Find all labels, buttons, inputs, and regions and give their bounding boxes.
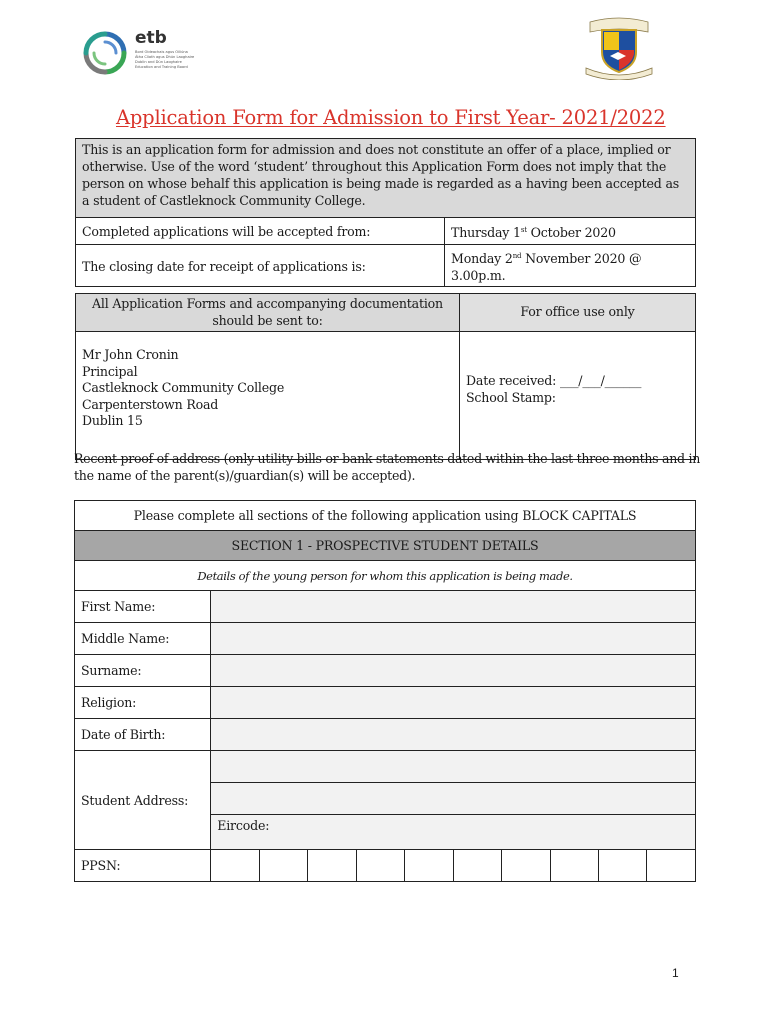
closing-date-label: The closing date for receipt of applications is:	[76, 245, 445, 287]
surname-label: Surname:	[75, 655, 211, 687]
ppsn-box[interactable]	[453, 850, 501, 882]
religion-field[interactable]	[211, 687, 696, 719]
date-of-birth-field[interactable]	[211, 719, 696, 751]
office-use-box	[460, 332, 696, 460]
etb-subtitle: Bord Oideachais agus Oiliúna Átha Cliath agus Dhún Laoghaire Dublin and Dún Laoghaire Education and Training Board	[135, 50, 195, 69]
religion-label: Religion:	[75, 687, 211, 719]
details-note: Details of the young person for whom this application is being made.	[75, 561, 696, 591]
accepted-from-label: Completed applications will be accepted from:	[76, 218, 445, 245]
ppsn-box[interactable]	[550, 850, 598, 882]
ppsn-box[interactable]	[259, 850, 307, 882]
ppsn-box[interactable]	[405, 850, 453, 882]
school-crest-icon	[582, 16, 656, 80]
school-stamp-label: School Stamp:	[466, 389, 556, 405]
eircode-label: Eircode:	[217, 818, 270, 833]
ppsn-box[interactable]	[356, 850, 404, 882]
date-of-birth-label: Date of Birth:	[75, 719, 211, 751]
postal-address: Mr John Cronin Principal Castleknock Community College Carpenterstown Road Dublin 15	[76, 332, 460, 460]
notice-table	[75, 138, 696, 287]
first-name-label: First Name:	[75, 591, 211, 623]
closing-date-value: Monday 2nd November 2020 @ 3.00p.m.	[445, 245, 696, 287]
student-address-label: Student Address:	[75, 751, 211, 850]
office-use-header: For office use only	[460, 294, 696, 332]
first-name-field[interactable]	[211, 591, 696, 623]
middle-name-label: Middle Name:	[75, 623, 211, 655]
address-line-2-field[interactable]	[211, 783, 696, 815]
page-title: Application Form for Admission to First Year- 2021/2022	[116, 106, 666, 129]
date-received-label: Date received: ___/___/______	[466, 373, 642, 388]
block-capitals-instruction: Please complete all sections of the following application using BLOCK CAPITALS	[75, 501, 696, 531]
admission-notice: This is an application form for admission and does not constitute an offer of a place, implied or otherwise. Use of the word ‘student’ throughout this Application Form does not imply that the person on whose behalf this application is being made is regarded as a having been accepted as a student of Castleknock Community College.	[76, 139, 696, 218]
ppsn-box[interactable]	[211, 850, 259, 882]
ppsn-box[interactable]	[647, 850, 696, 882]
section-1-header: SECTION 1 - PROSPECTIVE STUDENT DETAILS	[75, 531, 696, 561]
student-details-form	[74, 500, 696, 882]
proof-of-address-note: Recent proof of address (only utility bills or bank statements dated within the last three months and in the name of the parent(s)/guardian(s) will be accepted).	[74, 451, 701, 483]
middle-name-field[interactable]	[211, 623, 696, 655]
surname-field[interactable]	[211, 655, 696, 687]
ppsn-box[interactable]	[308, 850, 356, 882]
address-line-1-field[interactable]	[211, 751, 696, 783]
send-to-table	[75, 293, 696, 460]
etb-wordmark: etb	[135, 28, 167, 48]
etb-logo	[80, 28, 220, 80]
eircode-field[interactable]	[211, 815, 696, 850]
page-number: 1	[672, 966, 679, 980]
etb-swirl-icon	[80, 28, 130, 78]
ppsn-box[interactable]	[502, 850, 550, 882]
accepted-from-value: Thursday 1st October 2020	[445, 218, 696, 245]
send-to-header: All Application Forms and accompanying documentation should be sent to:	[76, 294, 460, 332]
ppsn-box[interactable]	[598, 850, 646, 882]
ppsn-label: PPSN:	[75, 850, 211, 882]
